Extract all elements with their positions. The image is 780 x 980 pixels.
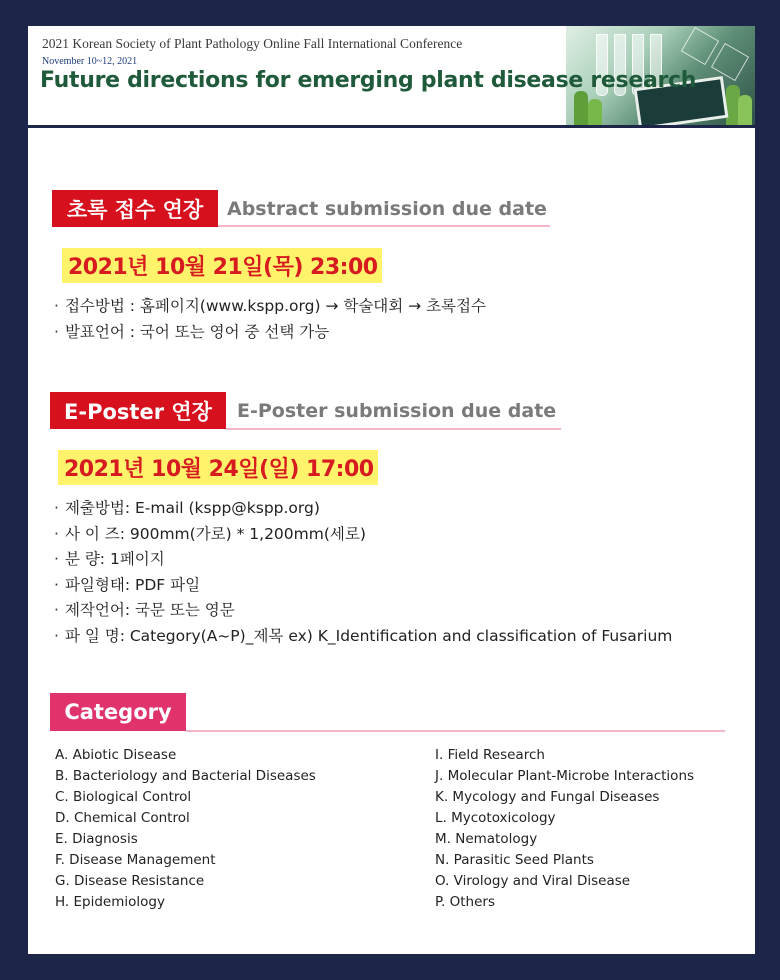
list-item: G. Disease Resistance (55, 873, 205, 889)
list-item: · 제출방법: E-mail (kspp@kspp.org) (54, 499, 320, 517)
list-item: · 발표언어 : 국어 또는 영어 중 선택 가능 (54, 322, 330, 341)
conference-theme: Future directions for emerging plant disease research (40, 68, 697, 93)
list-item: K. Mycology and Fungal Diseases (435, 789, 660, 805)
list-item: O. Virology and Viral Disease (435, 873, 631, 889)
list-item: · 사 이 즈: 900mm(가로) * 1,200mm(세로) (54, 524, 366, 543)
list-item: A. Abiotic Disease (55, 747, 177, 763)
list-item: D. Chemical Control (55, 810, 190, 826)
list-item: M. Nematology (435, 831, 538, 847)
list-item: C. Biological Control (55, 789, 192, 805)
conference-title: 2021 Korean Society of Plant Pathology Online Fall International Conference (42, 36, 463, 51)
list-item: N. Parasitic Seed Plants (435, 852, 594, 868)
abstract-due-date: 2021년 10월 21일(목) 23:00 (62, 248, 382, 283)
list-item: · 파 일 명: Category(A~P)_제목 ex) K_Identification and classification of Fusarium (54, 626, 673, 645)
conference-dates: November 10~12, 2021 (42, 56, 138, 67)
list-item: · 파일형태: PDF 파일 (54, 575, 201, 594)
list-item: E. Diagnosis (55, 831, 138, 847)
abstract-extension-label: 초록 접수 연장 (52, 190, 218, 227)
eposter-extension-label: E-Poster 연장 (50, 392, 226, 429)
list-item: F. Disease Management (55, 852, 216, 868)
category-list-right (435, 745, 694, 913)
category-underline (186, 730, 725, 732)
list-item: · 접수방법 : 홈페이지(www.kspp.org) → 학술대회 → 초록접수 (54, 297, 486, 315)
list-item: I. Field Research (435, 747, 545, 763)
list-item: · 분 량: 1페이지 (54, 550, 165, 568)
category-label: Category (50, 693, 186, 731)
eposter-due-date: 2021년 10월 24일(일) 17:00 (58, 450, 378, 485)
eposter-underline (226, 428, 561, 430)
abstract-underline (218, 225, 550, 227)
eposter-details (54, 496, 672, 649)
abstract-subtitle: Abstract submission due date (227, 198, 547, 220)
conference-banner (28, 26, 755, 128)
category-list-left (55, 745, 316, 913)
announcement-card (28, 26, 755, 954)
list-item: L. Mycotoxicology (435, 810, 556, 826)
list-item: J. Molecular Plant-Microbe Interactions (435, 768, 695, 784)
list-item: H. Epidemiology (55, 894, 165, 910)
abstract-details (54, 294, 486, 345)
eposter-subtitle: E-Poster submission due date (237, 400, 557, 422)
list-item: B. Bacteriology and Bacterial Diseases (55, 768, 316, 784)
list-item: · 제작언어: 국문 또는 영문 (54, 601, 235, 619)
list-item: P. Others (435, 894, 495, 910)
